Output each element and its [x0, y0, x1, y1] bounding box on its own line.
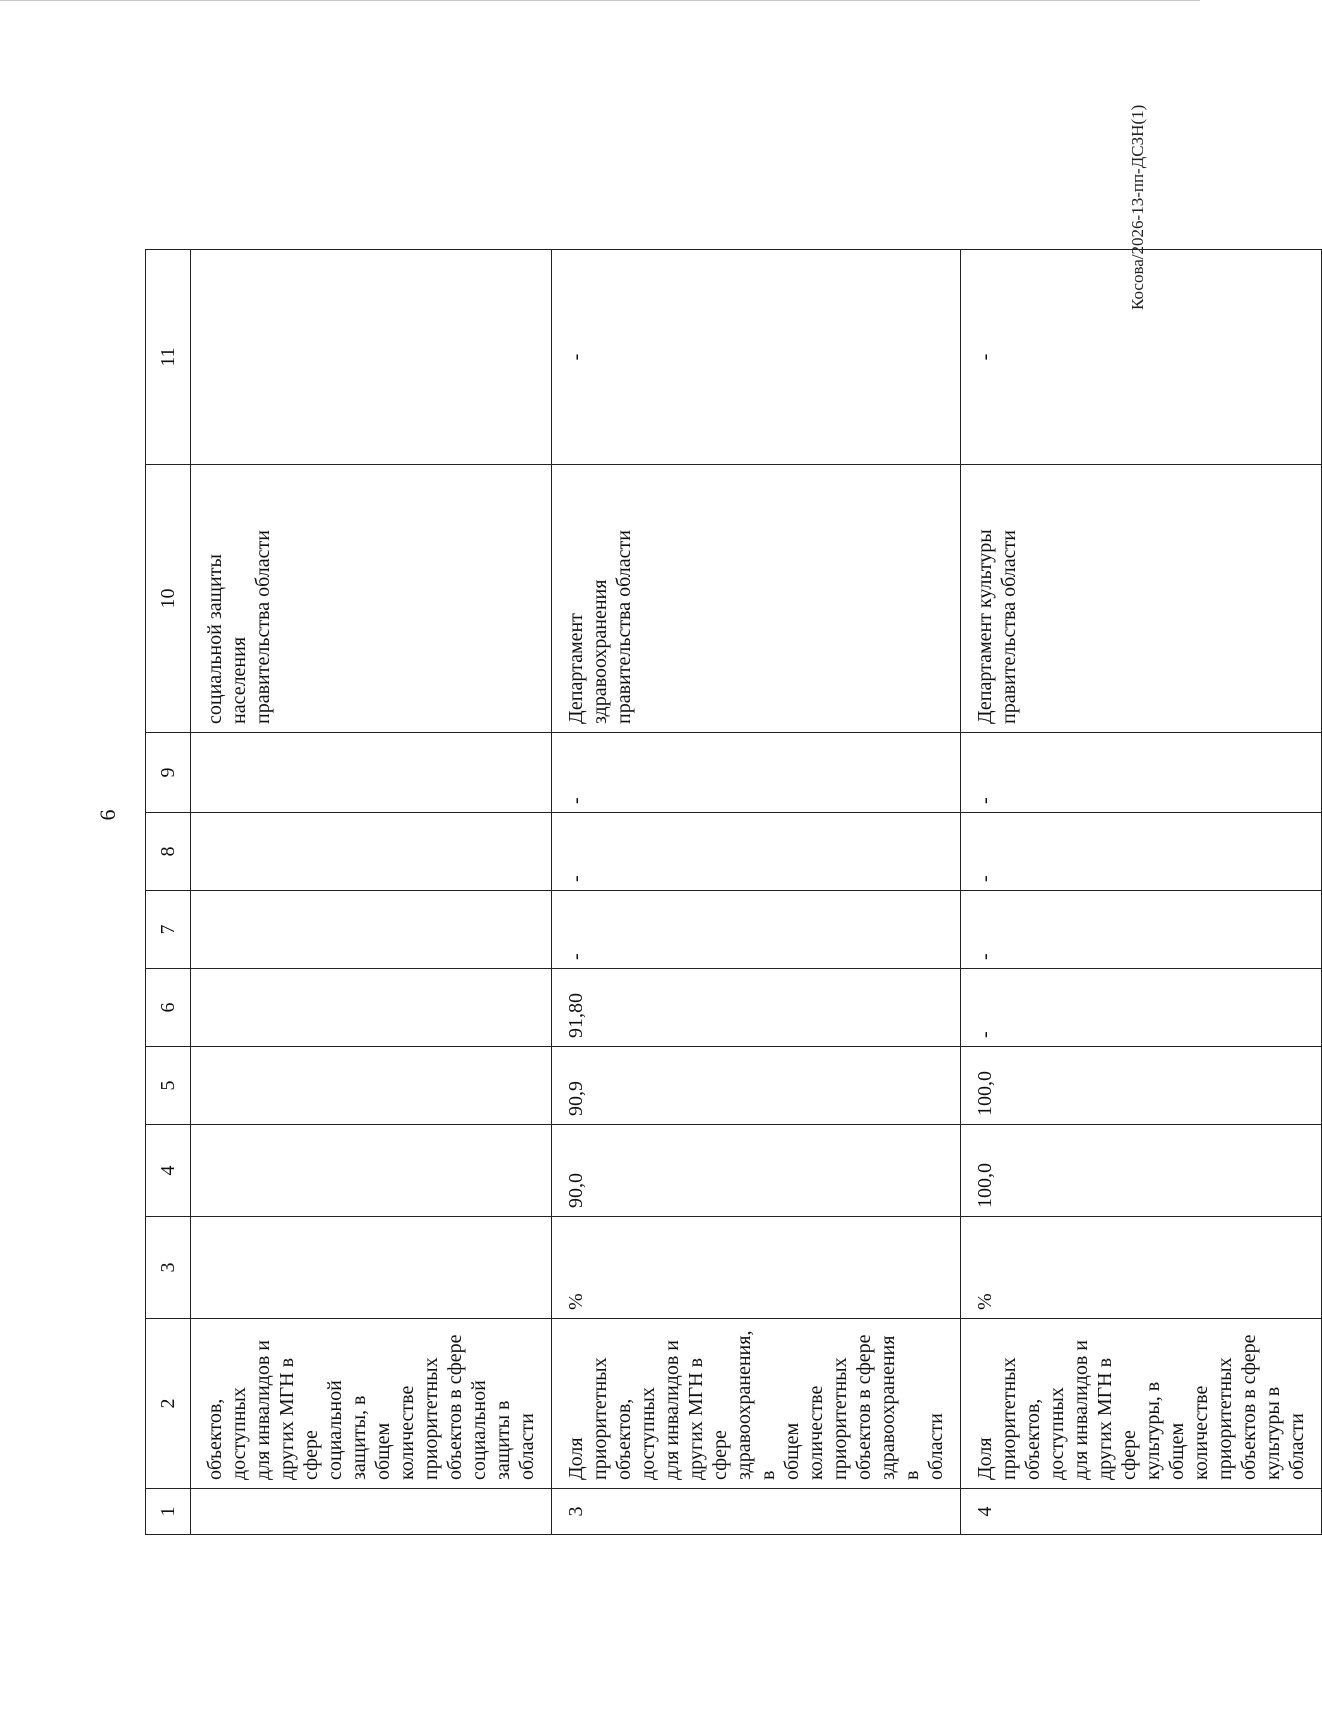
row-number-cell: 4 [961, 1489, 1322, 1535]
unit-cell [191, 1217, 552, 1319]
row-number-cell: 3 [552, 1489, 961, 1535]
table-row [552, 250, 961, 1535]
value-cell: - [552, 813, 961, 891]
note-cell: - [552, 250, 961, 465]
header-cell: 11 [146, 250, 191, 465]
value-cell: - [961, 891, 1322, 969]
header-cell: 10 [146, 465, 191, 733]
value-cell [191, 813, 552, 891]
value-cell: - [961, 813, 1322, 891]
header-cell: 7 [146, 891, 191, 969]
responsible-cell: социальной защиты населения правительства области [191, 465, 552, 733]
responsible-cell: Департамент здравоохранения правительства области [552, 465, 961, 733]
header-cell: 3 [146, 1217, 191, 1319]
page-number: 6 [95, 809, 120, 821]
value-cell: 90,9 [552, 1047, 961, 1125]
value-cell: 91,80 [552, 969, 961, 1047]
indicator-name-cell: Доля приоритетных объектов, доступных для инвалидов и других МГН в сфере здравоохранения, в общем количестве приоритетных объектов в сфере здравоохранения в области [552, 1319, 961, 1489]
table-row [191, 250, 552, 1535]
value-cell [191, 891, 552, 969]
value-cell [191, 969, 552, 1047]
value-cell: 100,0 [961, 1125, 1322, 1217]
unit-cell: % [552, 1217, 961, 1319]
footer-code: Косова/2026-13-пп-ДСЗН(1) [1128, 104, 1147, 310]
indicator-name-cell: объектов, доступных для инвалидов и других МГН в сфере социальной защиты, в общем количестве приоритетных объектов в сфере социальной защиты в области [191, 1319, 552, 1489]
table-header-row [146, 250, 191, 1535]
footer-code-wrapper [1128, 104, 1152, 311]
header-cell: 9 [146, 733, 191, 813]
value-cell: - [552, 891, 961, 969]
value-cell: - [552, 733, 961, 813]
unit-cell: % [961, 1217, 1322, 1319]
value-cell [191, 1125, 552, 1217]
scan-edge-line [0, 0, 1200, 6]
row-number-cell [191, 1489, 552, 1535]
value-cell [191, 1047, 552, 1125]
table-row [961, 250, 1322, 1535]
value-cell: - [961, 733, 1322, 813]
note-cell [191, 250, 552, 465]
value-cell: - [961, 969, 1322, 1047]
header-cell: 5 [146, 1047, 191, 1125]
value-cell: 90,0 [552, 1125, 961, 1217]
header-cell: 6 [146, 969, 191, 1047]
header-cell: 8 [146, 813, 191, 891]
note-cell: - [961, 250, 1322, 465]
header-cell: 1 [146, 1489, 191, 1535]
indicators-table [145, 249, 1322, 1535]
indicator-name-cell: Доля приоритетных объектов, доступных для инвалидов и других МГН в сфере культуры, в общем количестве приоритетных объектов в сфере культуры в области [961, 1319, 1322, 1489]
responsible-cell: Департамент культуры правительства области [961, 465, 1322, 733]
header-cell: 4 [146, 1125, 191, 1217]
value-cell [191, 733, 552, 813]
header-cell: 2 [146, 1319, 191, 1489]
value-cell: 100,0 [961, 1047, 1322, 1125]
